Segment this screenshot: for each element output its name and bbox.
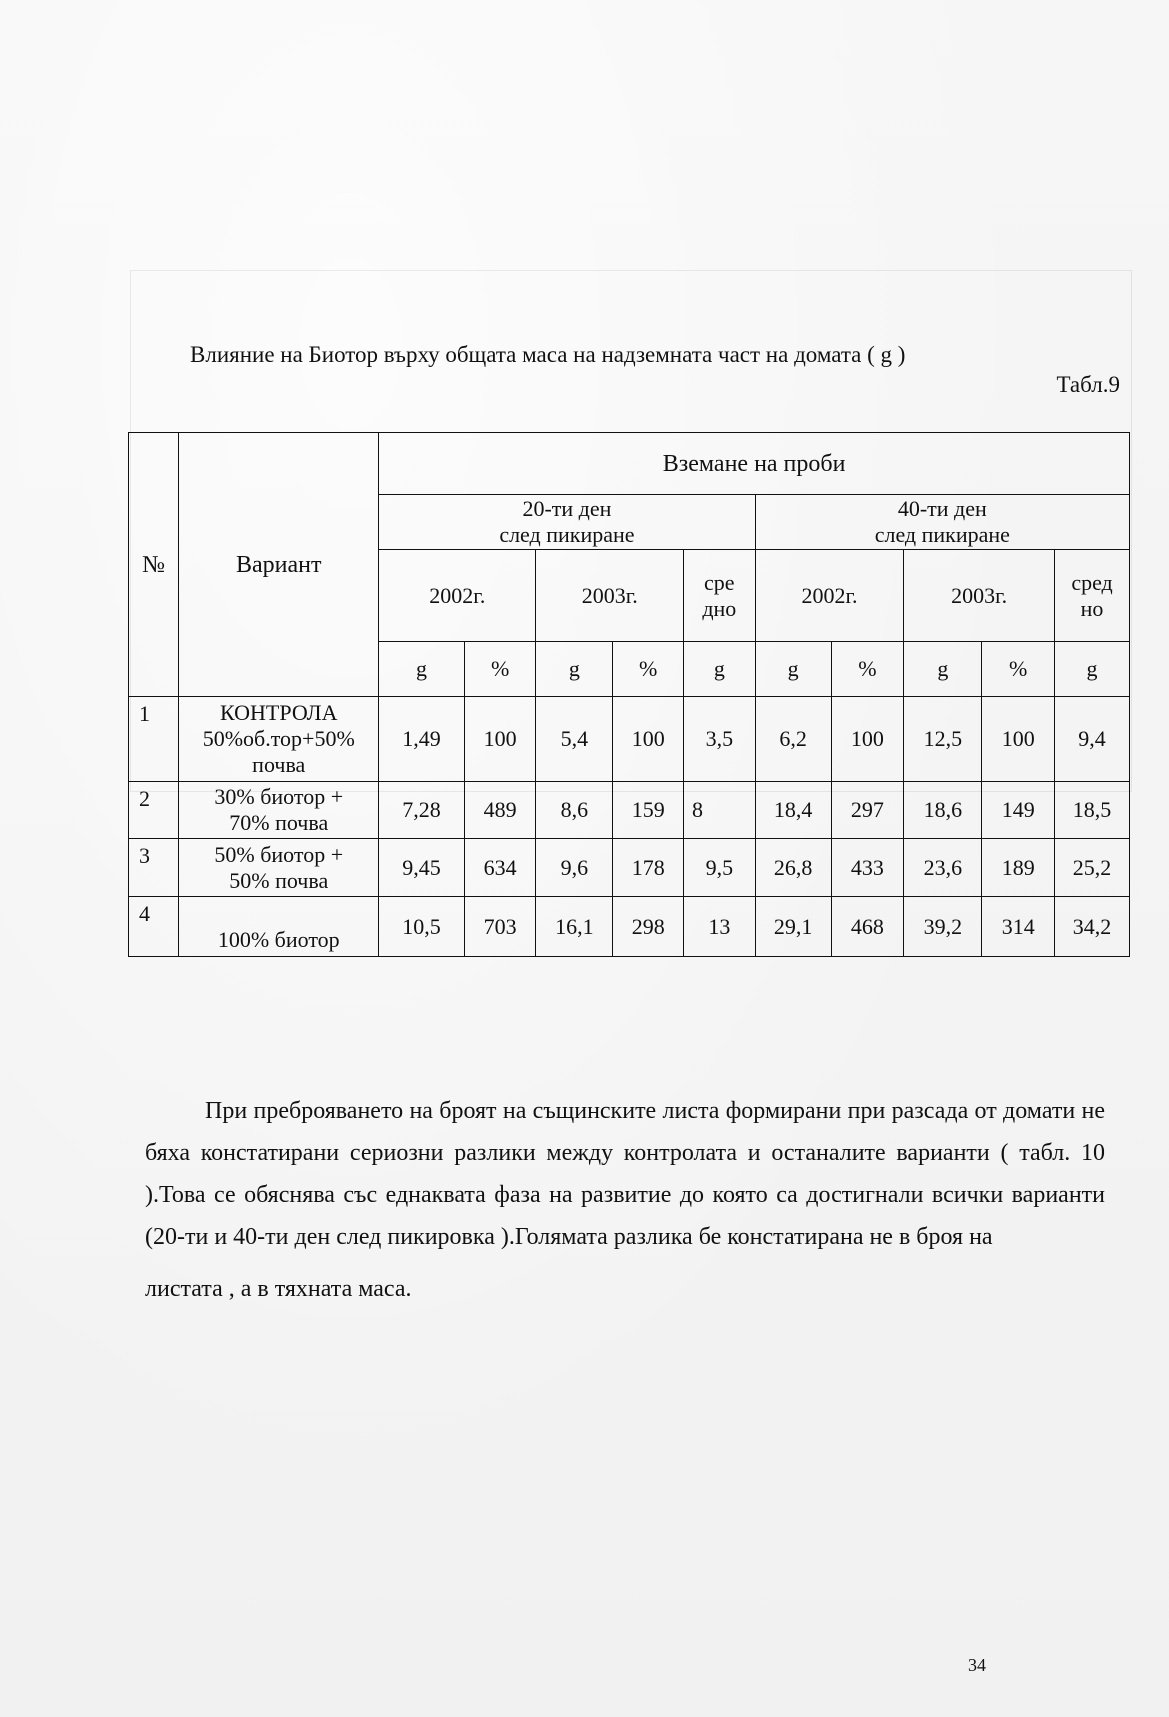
value-cell: 159 — [613, 782, 684, 839]
body-paragraph-end: листата , а в тяхната маса. — [145, 1276, 412, 1302]
table-label: Табл.9 — [1056, 372, 1120, 397]
header-period-40-days: 40-ти ден след пикиране — [755, 495, 1129, 550]
value-cell: 18,4 — [755, 782, 831, 839]
value-cell: 100 — [613, 697, 684, 782]
value-cell: 149 — [982, 782, 1055, 839]
unit-cell: g — [684, 642, 756, 697]
row-number: 4 — [129, 897, 179, 957]
value-cell: 1,49 — [379, 697, 465, 782]
value-cell: 634 — [464, 839, 536, 897]
value-cell: 6,2 — [755, 697, 831, 782]
table-row — [129, 897, 1130, 957]
value-cell: 34,2 — [1055, 897, 1130, 957]
body-paragraph: При преброяването на броят на същинските листа формирани при разсада от домати не бяха констатирани сериозни разлики между контролата и останалите варианти ( табл. 10 ).Това се обяснява със еднаквата фаза на развитие до която са достигнали всички варианти (20-ти и 40-ти ден след пикировка ).Голямата разлика бе констатирана не в броя на — [145, 1098, 1105, 1250]
value-cell: 189 — [982, 839, 1055, 897]
value-cell: 7,28 — [379, 782, 465, 839]
value-cell: 703 — [464, 897, 536, 957]
unit-cell: % — [831, 642, 904, 697]
value-cell: 5,4 — [536, 697, 613, 782]
value-cell: 29,1 — [755, 897, 831, 957]
header-year-2003-b: 2003г. — [904, 550, 1055, 642]
header-period-20-days: 20-ти ден след пикиране — [379, 495, 755, 550]
table-caption — [190, 340, 1120, 400]
row-number: 1 — [129, 697, 179, 782]
row-variant: КОНТРОЛА 50%об.тор+50% почва — [179, 697, 379, 782]
body-text — [145, 1090, 1105, 1310]
value-cell: 25,2 — [1055, 839, 1130, 897]
value-cell: 18,5 — [1055, 782, 1130, 839]
value-cell: 298 — [613, 897, 684, 957]
value-cell: 3,5 — [684, 697, 756, 782]
row-number: 3 — [129, 839, 179, 897]
value-cell: 13 — [684, 897, 756, 957]
page-number: 34 — [968, 1655, 986, 1675]
value-cell: 8,6 — [536, 782, 613, 839]
value-cell: 297 — [831, 782, 904, 839]
table-row — [129, 697, 1130, 782]
biotor-mass-table — [128, 432, 1130, 957]
value-cell: 100 — [982, 697, 1055, 782]
unit-cell: % — [613, 642, 684, 697]
value-cell: 16,1 — [536, 897, 613, 957]
value-cell: 433 — [831, 839, 904, 897]
value-cell: 12,5 — [904, 697, 982, 782]
value-cell: 9,45 — [379, 839, 465, 897]
unit-cell: % — [982, 642, 1055, 697]
value-cell: 8 — [684, 782, 756, 839]
row-variant: 100% биотор — [179, 897, 379, 957]
value-cell: 9,4 — [1055, 697, 1130, 782]
header-row-sampling — [129, 433, 1130, 495]
value-cell: 100 — [831, 697, 904, 782]
unit-cell: g — [755, 642, 831, 697]
value-cell: 39,2 — [904, 897, 982, 957]
value-cell: 178 — [613, 839, 684, 897]
header-year-2003-a: 2003г. — [536, 550, 684, 642]
unit-cell: g — [904, 642, 982, 697]
value-cell: 489 — [464, 782, 536, 839]
unit-cell: g — [379, 642, 465, 697]
table-title: Влияние на Биотор върху общата маса на надземната част на домата ( g ) — [190, 342, 906, 367]
header-variant: Вариант — [179, 433, 379, 697]
value-cell: 9,6 — [536, 839, 613, 897]
table-row — [129, 782, 1130, 839]
unit-cell: g — [1055, 642, 1130, 697]
header-average-b: сред но — [1055, 550, 1130, 642]
value-cell: 18,6 — [904, 782, 982, 839]
value-cell: 26,8 — [755, 839, 831, 897]
row-variant: 50% биотор + 50% почва — [179, 839, 379, 897]
value-cell: 10,5 — [379, 897, 465, 957]
header-num: № — [129, 433, 179, 697]
value-cell: 468 — [831, 897, 904, 957]
header-sampling: Вземане на проби — [379, 433, 1130, 495]
value-cell: 100 — [464, 697, 536, 782]
row-number: 2 — [129, 782, 179, 839]
unit-cell: % — [464, 642, 536, 697]
header-average-a: сре дно — [684, 550, 756, 642]
value-cell: 9,5 — [684, 839, 756, 897]
value-cell: 314 — [982, 897, 1055, 957]
unit-cell: g — [536, 642, 613, 697]
row-variant: 30% биотор + 70% почва — [179, 782, 379, 839]
table-row — [129, 839, 1130, 897]
header-year-2002-a: 2002г. — [379, 550, 536, 642]
value-cell: 23,6 — [904, 839, 982, 897]
header-year-2002-b: 2002г. — [755, 550, 904, 642]
